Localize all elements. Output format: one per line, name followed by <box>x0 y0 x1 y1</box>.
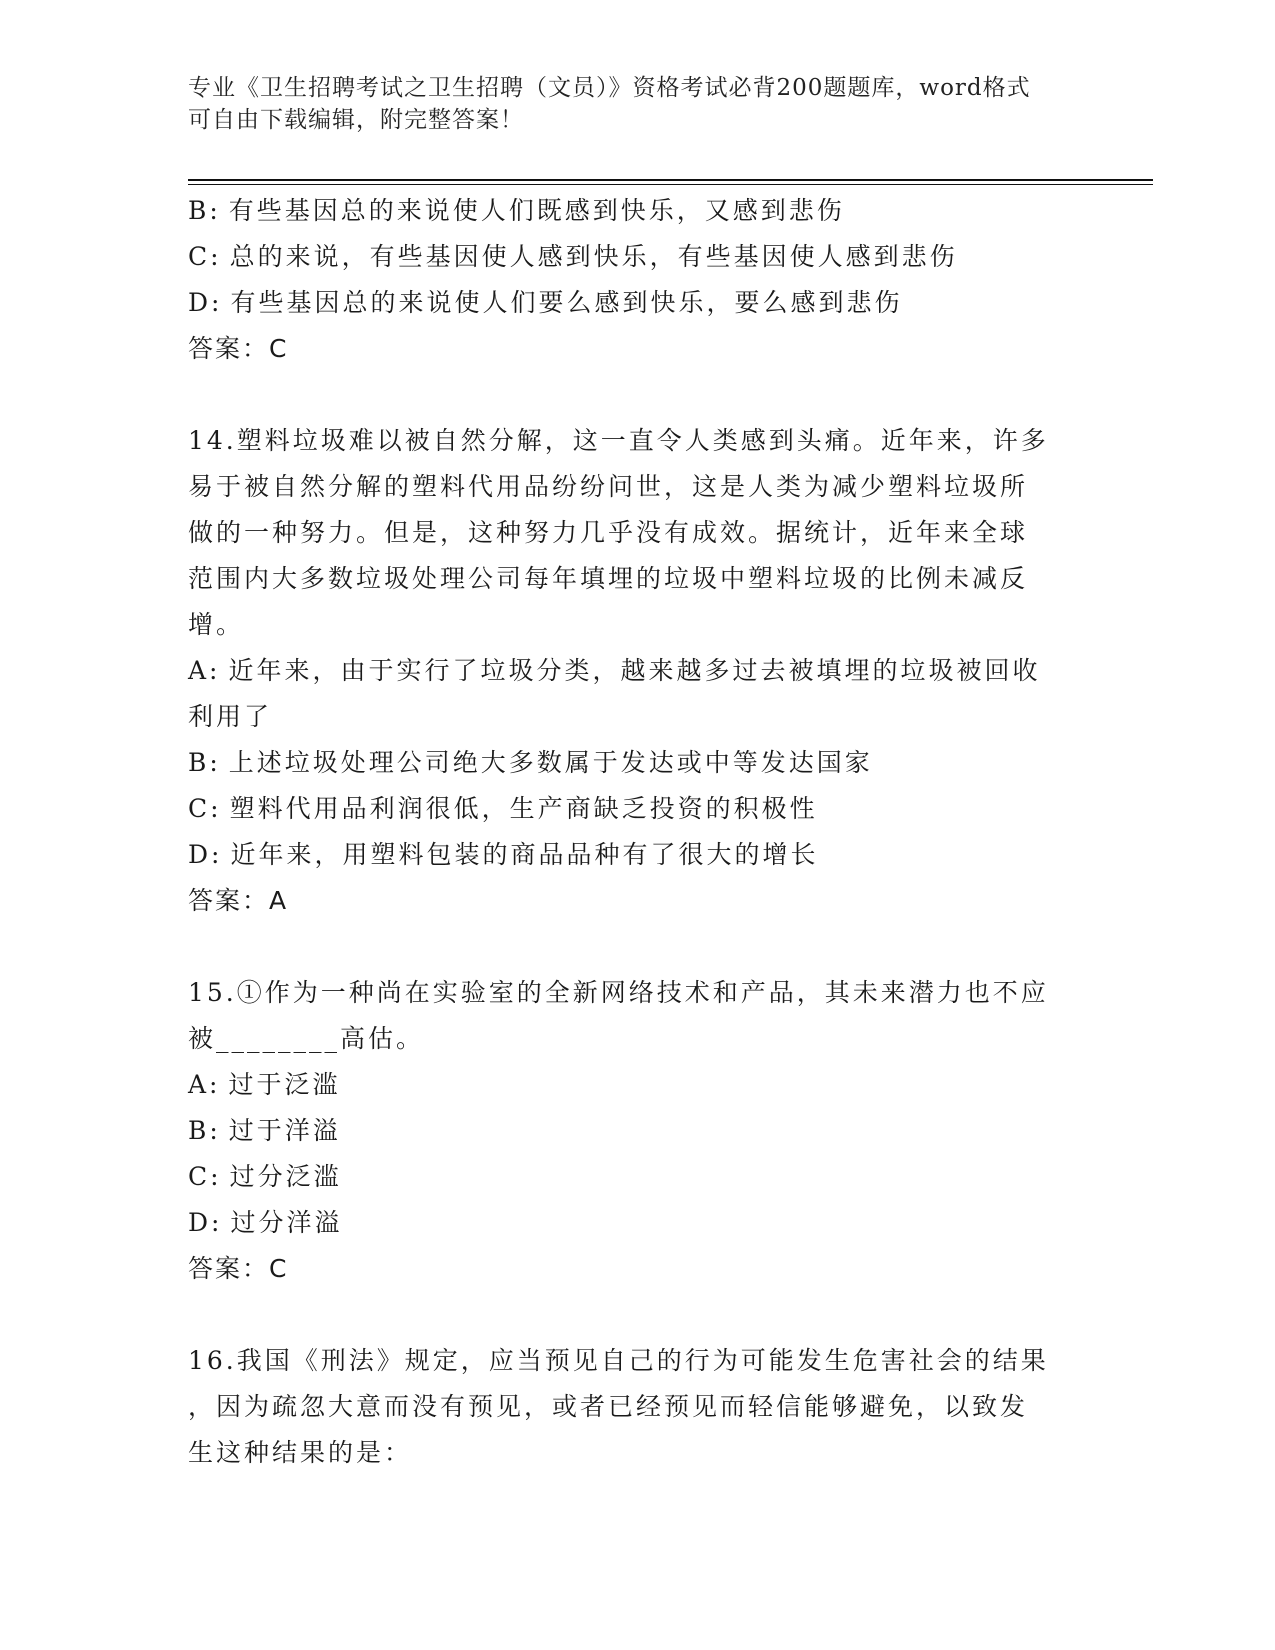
question-stem-line: 14.塑料垃圾难以被自然分解，这一直令人类感到头痛。近年来，许多 <box>188 426 1049 455</box>
spacer <box>188 372 1068 418</box>
question-stem-line: 15.①作为一种尚在实验室的全新网络技术和产品，其未来潜力也不应 <box>188 978 1049 1007</box>
option-b: B: 上述垃圾处理公司绝大多数属于发达或中等发达国家 <box>188 748 873 777</box>
option-b: B: 过于洋溢 <box>188 1116 341 1145</box>
page-header <box>188 72 1068 136</box>
question-stem-line: ，因为疏忽大意而没有预见，或者已经预见而轻信能够避免，以致发 <box>188 1392 1029 1421</box>
spacer <box>188 924 1068 970</box>
answer: 答案：C <box>188 334 289 363</box>
question-stem-line: 范围内大多数垃圾处理公司每年填埋的垃圾中塑料垃圾的比例未减反 <box>188 564 1029 593</box>
spacer <box>188 1292 1068 1338</box>
option-c: C: 总的来说，有些基因使人感到快乐，有些基因使人感到悲伤 <box>188 242 958 271</box>
question-stem-line: 被________高估。 <box>188 1024 425 1053</box>
option-d: D: 过分洋溢 <box>188 1208 343 1237</box>
option-c: C: 塑料代用品利润很低，生产商缺乏投资的积极性 <box>188 794 818 823</box>
option-a-continued: 利用了 <box>188 702 273 731</box>
answer: 答案：C <box>188 1254 289 1283</box>
option-a: A: 过于泛滥 <box>188 1070 341 1099</box>
question-stem-line: 增。 <box>188 610 245 639</box>
option-a: A: 近年来，由于实行了垃圾分类，越来越多过去被填埋的垃圾被回收 <box>188 656 1041 685</box>
question-stem-line: 生这种结果的是： <box>188 1438 413 1467</box>
option-b: B: 有些基因总的来说使人们既感到快乐，又感到悲伤 <box>188 196 845 225</box>
question-15 <box>188 970 1068 1292</box>
question-stem-line: 做的一种努力。但是，这种努力几乎没有成效。据统计，近年来全球 <box>188 518 1029 547</box>
answer: 答案：A <box>188 886 289 915</box>
question-14 <box>188 418 1068 924</box>
header-title-line-1: 专业《卫生招聘考试之卫生招聘（文员）》资格考试必背200题题库，word格式 <box>188 75 1031 101</box>
option-c: C: 过分泛滥 <box>188 1162 342 1191</box>
question-16 <box>188 1338 1068 1476</box>
document-body <box>188 188 1068 1476</box>
question-13 <box>188 188 1068 372</box>
option-d: D: 近年来，用塑料包装的商品品种有了很大的增长 <box>188 840 819 869</box>
option-d: D: 有些基因总的来说使人们要么感到快乐，要么感到悲伤 <box>188 288 903 317</box>
question-stem-line: 16.我国《刑法》规定，应当预见自己的行为可能发生危害社会的结果 <box>188 1346 1049 1375</box>
header-divider <box>188 179 1153 185</box>
header-title-line-2: 可自由下载编辑，附完整答案！ <box>188 107 524 133</box>
question-stem-line: 易于被自然分解的塑料代用品纷纷问世，这是人类为减少塑料垃圾所 <box>188 472 1029 501</box>
